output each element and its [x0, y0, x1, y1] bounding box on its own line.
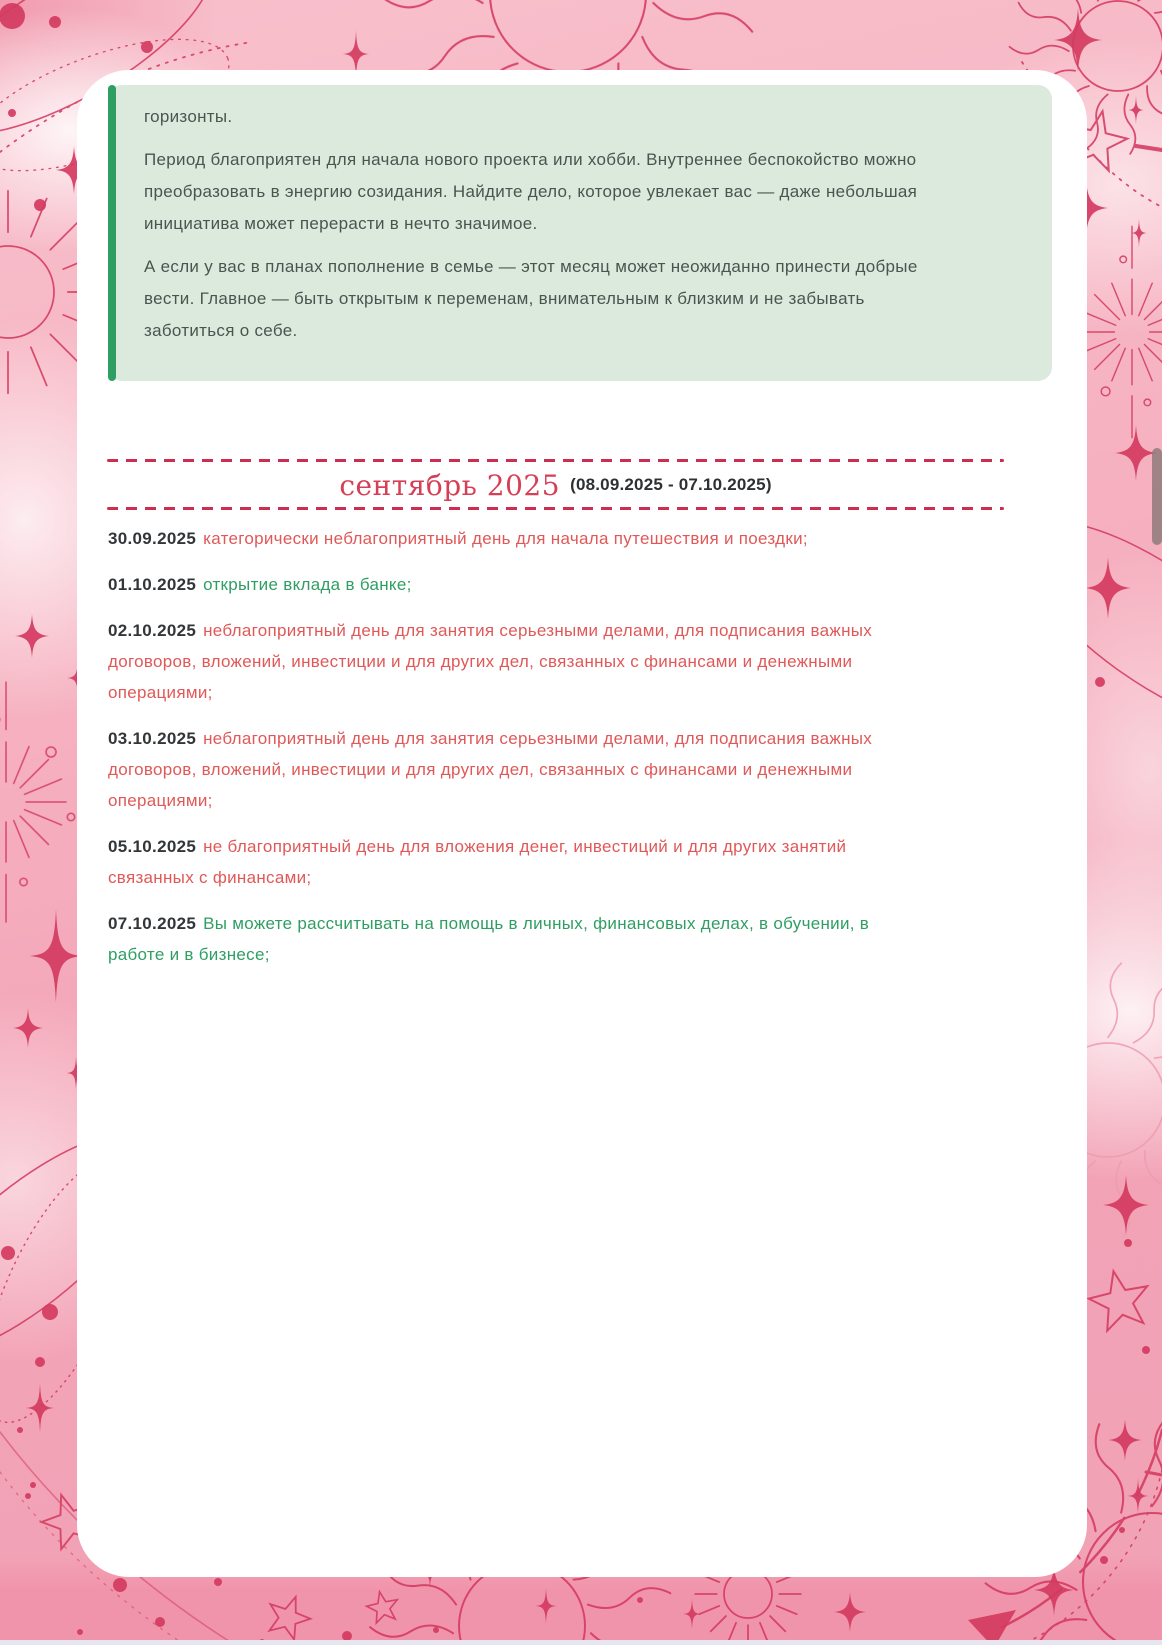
forecast-entry: [108, 523, 898, 554]
forecast-entries: [108, 523, 898, 970]
month-title: сентябрь 2025: [339, 468, 561, 502]
sparkle-icon: [13, 1008, 43, 1048]
sparkle-icon: [26, 1383, 55, 1432]
dashed-divider-top: [107, 459, 1004, 462]
entry-text: категорически неблагоприятный день для начала путешествия и поездки;: [203, 529, 808, 548]
star-icon: [1084, 1265, 1154, 1333]
entry-date: 03.10.2025: [108, 729, 197, 748]
entry-text: открытие вклада в банке;: [203, 575, 412, 594]
sparkle-icon: [1108, 1419, 1142, 1461]
entry-date: 30.09.2025: [108, 529, 197, 548]
bottom-strip: [0, 1640, 1162, 1645]
dash-accent: [1136, 146, 1162, 150]
dashed-divider-bottom: [107, 507, 1004, 510]
entry-date: 07.10.2025: [108, 914, 197, 933]
entry-date: 05.10.2025: [108, 837, 197, 856]
entry-text: не благоприятный день для вложения денег, инвестиций и для других занятий связанных с финансами;: [108, 837, 847, 887]
star-icon: [364, 1589, 401, 1625]
entry-date: 02.10.2025: [108, 621, 197, 640]
entry-text: неблагоприятный день для занятия серьезными делами, для подписания важных договоров, вложений, инвестиции и для других дел, связанных с финансами и денежными операциями;: [108, 621, 873, 702]
month-date-range: (08.09.2025 - 07.10.2025): [570, 475, 772, 494]
month-title-row: [107, 464, 1004, 506]
sparkle-icon: [834, 1592, 866, 1632]
sparkle-icon: [1054, 8, 1102, 72]
sparkle-icon: [15, 614, 49, 658]
sparkle-icon: [683, 1598, 701, 1629]
sparkle-icon: [1131, 219, 1148, 248]
sparkle-icon: [1085, 557, 1131, 619]
star-icon: [262, 1590, 316, 1643]
forecast-entry: [108, 569, 898, 600]
content-card: [77, 70, 1087, 1577]
month-section-header: [107, 459, 1004, 510]
sparkle-icon: [1103, 1175, 1149, 1235]
forecast-entry: [108, 723, 898, 816]
entry-text: неблагоприятный день для занятия серьезными делами, для подписания важных договоров, вложений, инвестиции и для других дел, связанных с финансами и денежными операциями;: [108, 729, 873, 810]
callout-accent-bar: [108, 85, 116, 381]
sparkle-icon: [1128, 1478, 1149, 1514]
forecast-entry: [108, 908, 898, 970]
forecast-entry: [108, 831, 898, 893]
sparkle-icon: [1128, 96, 1145, 125]
entry-text: Вы можете рассчитывать на помощь в личных, финансовых делах, в обучении, в работе и в бизнесе;: [108, 914, 870, 964]
entry-date: 01.10.2025: [108, 575, 197, 594]
callout-paragraph: горизонты.: [144, 107, 233, 126]
sparkle-icon: [29, 909, 83, 1003]
forecast-entry: [108, 615, 898, 708]
sparkle-icon: [536, 1588, 557, 1624]
horoscope-summary-callout: [108, 85, 1052, 381]
scrollbar-thumb[interactable]: [1152, 448, 1162, 545]
callout-paragraph: А если у вас в планах пополнение в семье — этот месяц может неожиданно принести добрые вести. Главное — быть открытым к переменам, внимательным к близким и не забывать заботиться о себе.: [144, 257, 918, 340]
callout-paragraph: Период благоприятен для начала нового проекта или хобби. Внутреннее беспокойство можно преобразовать в энергию созидания. Найдите дело, которое увлекает вас — даже небольшая инициатива может перерасти в нечто значимое.: [144, 150, 918, 233]
sparkle-icon: [1115, 425, 1157, 481]
